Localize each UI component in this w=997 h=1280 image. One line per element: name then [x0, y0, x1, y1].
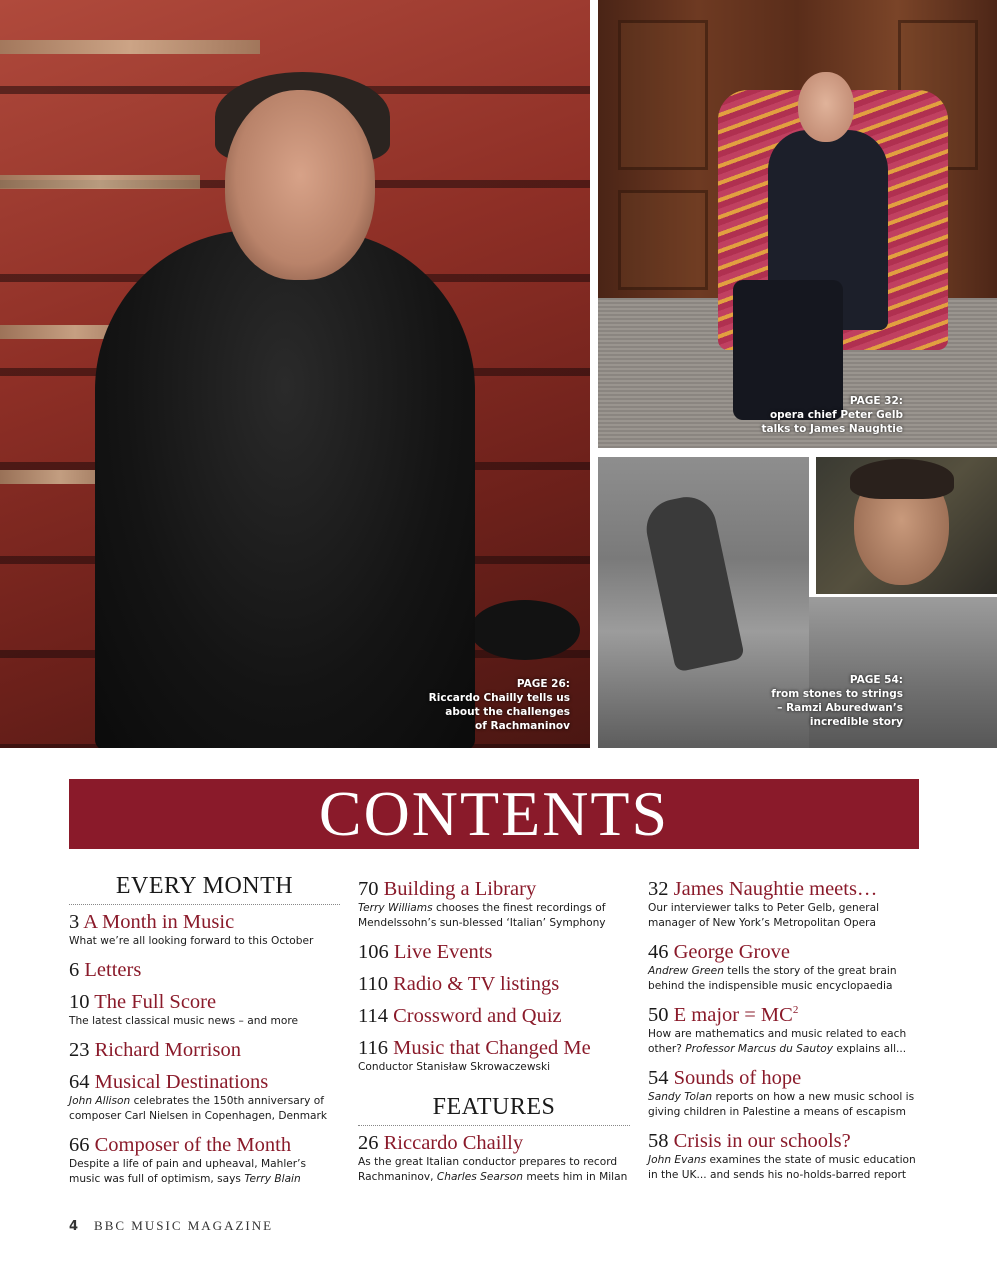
- caption-page: PAGE 32:: [849, 395, 903, 407]
- entry-page-number: 64: [69, 1071, 90, 1093]
- chailly-photo: [0, 0, 590, 748]
- contents-entry[interactable]: [648, 1067, 920, 1120]
- entry-description: What we’re all looking forward to this October: [69, 935, 314, 947]
- entry-title: Letters: [84, 959, 142, 981]
- entry-page-number: 23: [69, 1039, 90, 1061]
- entry-title: E major = MC: [673, 1004, 793, 1026]
- caption-line: incredible story: [809, 716, 903, 728]
- caption-line: about the challenges: [445, 706, 570, 718]
- caption-line: of Rachmaninov: [475, 720, 570, 732]
- entry-title: Richard Morrison: [94, 1039, 241, 1061]
- entry-page-number: 50: [648, 1004, 669, 1026]
- entry-title: Crossword and Quiz: [393, 1005, 562, 1027]
- contents-entry[interactable]: [648, 878, 920, 931]
- entry-description: [648, 964, 920, 994]
- entry-title: The Full Score: [94, 991, 217, 1013]
- caption-line: opera chief Peter Gelb: [769, 409, 903, 421]
- author-name: Terry Blain: [244, 1173, 301, 1185]
- page-number: 4: [69, 1219, 81, 1234]
- description-text: celebrates the 150th anniversary of composer Carl Nielsen in Copenhagen, Denmark: [69, 1095, 328, 1122]
- contents-entry[interactable]: [358, 878, 630, 931]
- entry-title: George Grove: [673, 941, 790, 963]
- entry-page-number: 3: [69, 911, 80, 933]
- entry-page-number: 116: [358, 1037, 388, 1059]
- caption-page: PAGE 26:: [516, 678, 570, 690]
- contents-banner: [69, 779, 919, 849]
- entry-description: [648, 1090, 920, 1120]
- contents-entry[interactable]: [69, 1134, 340, 1187]
- contents-entry[interactable]: [648, 1130, 920, 1183]
- author-name: Sandy Tolan: [648, 1091, 713, 1103]
- section-heading-features: FEATURES: [358, 1093, 630, 1126]
- contents-entry[interactable]: [69, 1039, 340, 1061]
- entry-title: Radio & TV listings: [393, 973, 560, 995]
- contents-entry[interactable]: [648, 941, 920, 994]
- entry-title: Riccardo Chailly: [383, 1132, 524, 1154]
- entry-page-number: 106: [358, 941, 389, 963]
- entry-title: A Month in Music: [83, 911, 235, 933]
- entry-description: Our interviewer talks to Peter Gelb, general manager of New York’s Metropolitan Opera: [648, 902, 880, 929]
- gelb-photo: [598, 0, 997, 448]
- entry-page-number: 46: [648, 941, 669, 963]
- description-text: explains all...: [833, 1043, 907, 1055]
- entry-title: Music that Changed Me: [393, 1037, 591, 1059]
- chailly-caption: [429, 677, 570, 733]
- entry-title: Composer of the Month: [94, 1134, 292, 1156]
- entry-title: Musical Destinations: [94, 1071, 269, 1093]
- ramzi-portrait: [813, 457, 997, 597]
- gelb-caption: [761, 394, 903, 436]
- contents-entry[interactable]: [358, 941, 630, 963]
- superscript: 2: [792, 1004, 799, 1017]
- entry-title: James Naughtie meets…: [673, 878, 878, 900]
- contents-entry[interactable]: [69, 911, 340, 949]
- contents-entry[interactable]: [69, 1071, 340, 1124]
- entry-page-number: 58: [648, 1130, 669, 1152]
- caption-line: – Ramzi Aburedwan’s: [777, 702, 903, 714]
- contents-entry[interactable]: [358, 1037, 630, 1075]
- features-column: [648, 878, 920, 1193]
- entry-page-number: 70: [358, 878, 379, 900]
- description-text: Despite a life of pain and upheaval, Mahler’s music was full of optimism, says: [69, 1158, 307, 1185]
- entry-description: [69, 1157, 340, 1187]
- description-text: meets him in Milan: [522, 1171, 628, 1183]
- every-month-column: [69, 872, 340, 1197]
- author-name: Andrew Green: [648, 965, 724, 977]
- description-text: tells the story of the great brain behind the indispensible music encyclopaedia: [648, 965, 897, 992]
- entry-title: Sounds of hope: [673, 1067, 802, 1089]
- caption-line: talks to James Naughtie: [761, 423, 903, 435]
- section-heading-every-month: EVERY MONTH: [69, 872, 340, 905]
- entry-page-number: 114: [358, 1005, 388, 1027]
- ramzi-caption: [771, 673, 903, 729]
- entry-description: [648, 1153, 920, 1183]
- entry-title: Live Events: [393, 941, 493, 963]
- entry-page-number: 6: [69, 959, 80, 981]
- entry-description: [358, 1155, 630, 1185]
- description-text: As the great Italian conductor prepares to record Rachmaninov,: [358, 1156, 618, 1183]
- entry-title: Building a Library: [383, 878, 537, 900]
- entry-title: Crisis in our schools?: [673, 1130, 851, 1152]
- contents-entry[interactable]: [648, 1004, 920, 1057]
- entry-description: The latest classical music news – and more: [69, 1015, 298, 1027]
- entry-page-number: 26: [358, 1132, 379, 1154]
- entry-description: [648, 1027, 920, 1057]
- entry-page-number: 110: [358, 973, 388, 995]
- entry-page-number: 10: [69, 991, 90, 1013]
- middle-column: [358, 878, 630, 1195]
- description-text: reports on how a new music school is giving children in Palestine a means of escapism: [648, 1091, 915, 1118]
- description-text: chooses the finest recordings of Mendelssohn’s sun-blessed ‘Italian’ Symphony: [358, 902, 606, 929]
- author-name: John Evans: [648, 1154, 707, 1166]
- contents-entry[interactable]: [69, 991, 340, 1029]
- description-text: How are mathematics and music related to each other?: [648, 1028, 907, 1055]
- contents-entry[interactable]: [69, 959, 340, 981]
- contents-title: CONTENTS: [318, 778, 670, 849]
- magazine-name: BBC MUSIC MAGAZINE: [94, 1218, 274, 1233]
- entry-page-number: 54: [648, 1067, 669, 1089]
- author-name: Charles Searson: [436, 1171, 523, 1183]
- entry-page-number: 66: [69, 1134, 90, 1156]
- entry-page-number: 32: [648, 878, 669, 900]
- author-name: Terry Williams: [358, 902, 433, 914]
- author-name: Professor Marcus du Sautoy: [685, 1043, 833, 1055]
- contents-entry[interactable]: [358, 1132, 630, 1185]
- caption-line: Riccardo Chailly tells us: [428, 692, 570, 704]
- contents-entry[interactable]: [358, 973, 630, 995]
- page-footer: [69, 1218, 273, 1234]
- contents-entry[interactable]: [358, 1005, 630, 1027]
- caption-page: PAGE 54:: [849, 674, 903, 686]
- entry-description: [69, 1094, 340, 1124]
- entry-description: [358, 901, 630, 931]
- description-text: examines the state of music education in the UK... and sends his no-holds-barred report: [648, 1154, 916, 1181]
- entry-description: Conductor Stanisław Skrowaczewski: [358, 1061, 551, 1073]
- author-name: John Allison: [69, 1095, 131, 1107]
- caption-line: from stones to strings: [771, 688, 903, 700]
